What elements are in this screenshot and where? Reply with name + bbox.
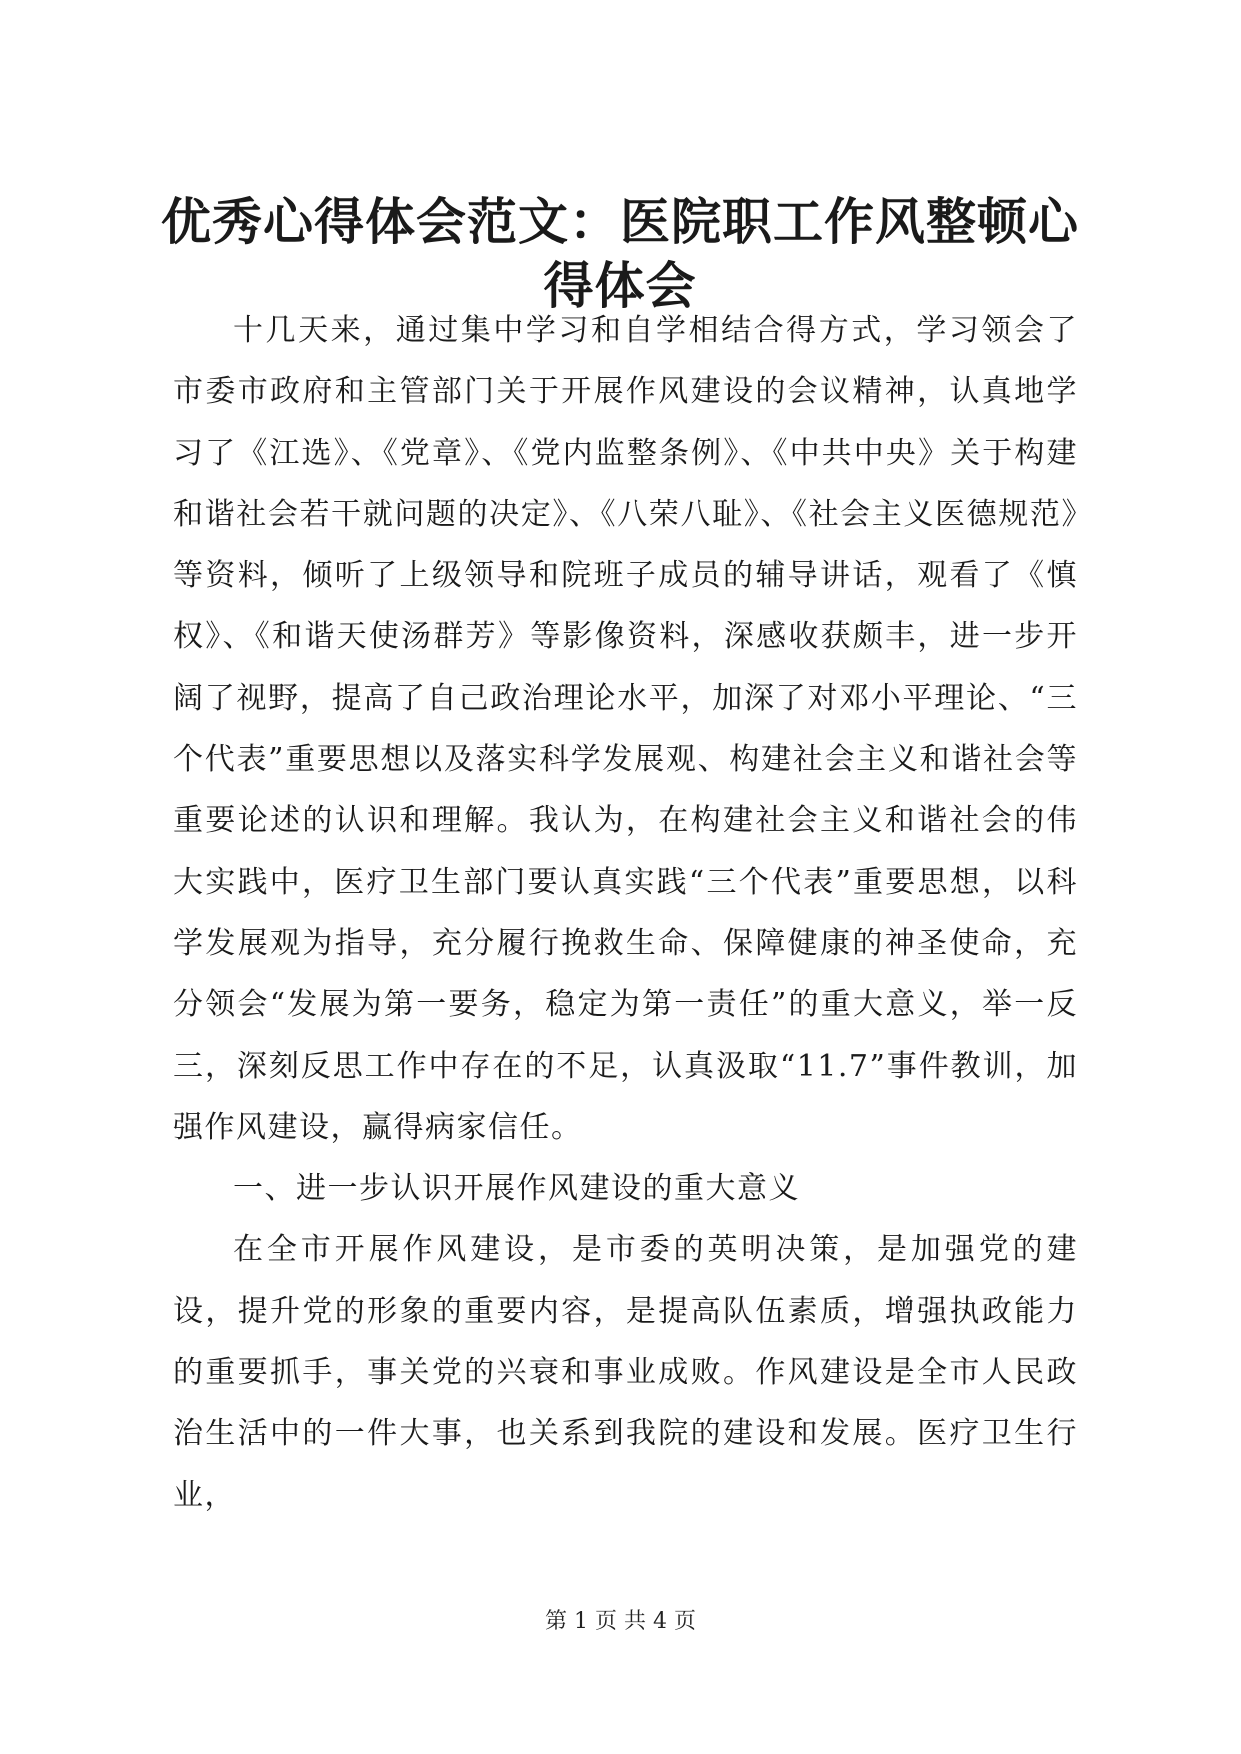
document-title: 优秀心得体会范文：医院职工作风整顿心得体会 [161, 192, 1079, 315]
body-paragraph: 十几天来，通过集中学习和自学相结合得方式，学习领会了市委市政府和主管部门关于开展作风建设的会议精神，认真地学习了《江选》、《党章》、《党内监整条例》、《中共中央》关于构建和谐社会若干就问题的决定》、《八荣八耻》、《社会主义医德规范》等资料，倾听了上级领导和院班子成员的辅导讲话，观看了《慎权》、《和谐天使汤群芳》等影像资料，深感收获颇丰，进一步开阔了视野，提高了自己政治理论水平，加深了对邓小平理论、“三个代表”重要思想以及落实科学发展观、构建社会主义和谐社会等重要论述的认识和理解。我认为，在构建社会主义和谐社会的伟大实践中，医疗卫生部门要认真实践“三个代表”重要思想，以科学发展观为指导，充分履行挽救生命、保障健康的神圣使命，充分领会“发展为第一要务，稳定为第一责任”的重大意义，举一反三，深刻反思工作中存在的不足，认真汲取“11.7”事件教训，加强作风建设，赢得病家信任。 [173, 313, 1078, 1145]
document-body [173, 300, 1078, 1526]
body-paragraph: 在全市开展作风建设，是市委的英明决策，是加强党的建设，提升党的形象的重要内容，是提高队伍素质，增强执政能力的重要抓手，事关党的兴衰和事业成败。作风建设是全市人民政治生活中的一件大事，也关系到我院的建设和发展。医疗卫生行业， [173, 1232, 1078, 1513]
page-number-footer: 第 1 页 共 4 页 [545, 1609, 696, 1634]
section-heading: 一、进一步认识开展作风建设的重大意义 [233, 1171, 800, 1207]
